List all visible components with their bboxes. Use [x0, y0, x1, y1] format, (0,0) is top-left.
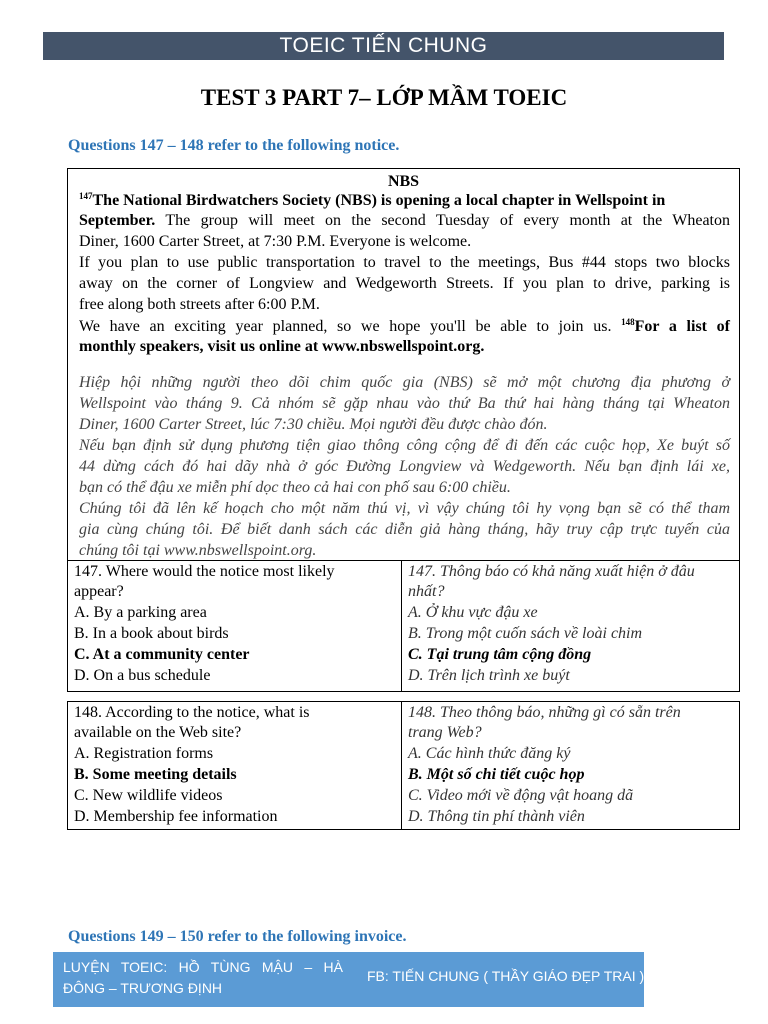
question-148-stem-vi: 148. Theo thông báo, những gì có sẵn trên [408, 704, 681, 721]
notice-vi-line-8: gia cùng chúng tôi. Để biết danh sách các diễn giả hàng tháng, hãy truy cập trực tuyến của [79, 521, 730, 538]
option-b-vi: B. Trong một cuốn sách về loài chim [408, 625, 643, 642]
marker-147: 147 [79, 191, 93, 201]
option-d: D. On a bus schedule [74, 667, 211, 684]
question-148-en [68, 702, 402, 829]
notice-en-line-1: $^{147}$The National Birdwatchers Society (NBS) is opening a local chapter in Wellspoint in [79, 191, 666, 209]
notice-title: NBS [387, 173, 420, 190]
question-148-stem: 148. According to the notice, what is [74, 704, 310, 721]
option-c: C. New wildlife videos [74, 787, 223, 804]
option-a-vi: A. Ở khu vực đậu xe [408, 604, 538, 621]
footer-bar [53, 952, 644, 1007]
option-d-vi: D. Thông tin phí thành viên [408, 808, 585, 825]
question-147-stem-vi-cont: nhất? [408, 583, 445, 600]
questions-147-148-ref: Questions 147 – 148 refer to the following notice. [68, 137, 400, 154]
notice-vi-line-9: chúng tôi tại www.nbswellspoint.org. [79, 542, 317, 559]
notice-vi-line-6: bạn có thể đậu xe miễn phí dọc theo cả hai con phố sau 6:00 chiều. [79, 479, 511, 496]
marker-148: 148 [621, 317, 635, 327]
notice-en-line-8: monthly speakers, visit us online at www.nbswellspoint.org. [79, 338, 485, 355]
notice-vi-line-1: Hiệp hội những người theo dõi chim quốc gia (NBS) sẽ mở một chương địa phương ở [79, 374, 730, 391]
question-148-vi [402, 702, 739, 829]
option-c-correct: C. At a community center [74, 646, 250, 663]
option-b-vi-correct: B. Một số chi tiết cuộc họp [408, 766, 585, 783]
questions-149-150-ref: Questions 149 – 150 refer to the following invoice. [68, 928, 407, 945]
header-banner: TOEIC TIẾN CHUNG [43, 32, 724, 60]
question-147-stem-vi: 147. Thông báo có khả năng xuất hiện ở đâu [408, 563, 695, 580]
notice-vi-line-2: Wellspoint vào tháng 9. Cả nhóm sẽ gặp nhau vào thứ Ba thứ hai hàng tháng tại Wheaton [79, 395, 730, 412]
question-148-stem-vi-cont: trang Web? [408, 724, 482, 741]
notice-en-line-4: If you plan to use public transportation to travel to the meetings, Bus #44 stops two blocks [79, 254, 730, 271]
notice-en-line-5: away on the corner of Longview and Wedgeworth Streets. If you plan to drive, parking is [79, 275, 730, 292]
notice-vi-line-5: 44 dừng cách đó hai dãy nhà ở góc Đường Longview và Wedgeworth. Nếu bạn định lái xe, [79, 458, 730, 475]
question-147-stem: 147. Where would the notice most likely [74, 563, 335, 580]
notice-box [67, 168, 740, 561]
notice-vi-line-3: Diner, 1600 Carter Street, lúc 7:30 chiều. Mọi người đều được chào đón. [79, 416, 548, 433]
question-148-table [67, 701, 740, 830]
option-b: B. In a book about birds [74, 625, 229, 642]
question-147-vi [402, 561, 739, 691]
footer-left-text: LUYỆN TOEIC: HỒ TÙNG MẬU – HÀ ĐÔNG – TRƯƠNG ĐỊNH [63, 959, 343, 996]
page-title: TEST 3 PART 7– LỚP MẦM TOEIC [200, 85, 568, 110]
notice-vi-line-7: Chúng tôi đã lên kế hoạch cho một năm thú vị, vì vậy chúng tôi hy vọng bạn sẽ có thể tham [79, 500, 730, 517]
notice-en-line-3: Diner, 1600 Carter Street, at 7:30 P.M. Everyone is welcome. [79, 233, 472, 250]
question-147-en [68, 561, 402, 691]
option-d: D. Membership fee information [74, 808, 278, 825]
question-147-stem-cont: appear? [74, 583, 124, 600]
notice-en-line-2: September. The group will meet on the second Tuesday of every month at the Wheaton [79, 212, 730, 229]
notice-vi-line-4: Nếu bạn định sử dụng phương tiện giao thông công cộng để đi đến các cuộc họp, Xe buýt số [79, 437, 730, 454]
option-a: A. Registration forms [74, 745, 214, 762]
option-a: A. By a parking area [74, 604, 207, 621]
option-c-vi-correct: C. Tại trung tâm cộng đồng [408, 646, 592, 663]
notice-en-line-7: We have an exciting year planned, so we hope you'll be able to join us. $^{148}$For a list of [79, 317, 731, 335]
option-c-vi: C. Video mới về động vật hoang dã [408, 787, 634, 804]
question-148-stem-cont: available on the Web site? [74, 724, 242, 741]
question-147-table [67, 560, 740, 692]
option-b-correct: B. Some meeting details [74, 766, 237, 783]
option-d-vi: D. Trên lịch trình xe buýt [408, 667, 570, 684]
footer-right-text: FB: TIẾN CHUNG ( THẦY GIÁO ĐẸP TRAI ) [367, 968, 645, 984]
notice-en-line-6: free along both streets after 6:00 P.M. [79, 296, 320, 313]
option-a-vi: A. Các hình thức đăng ký [408, 745, 571, 762]
